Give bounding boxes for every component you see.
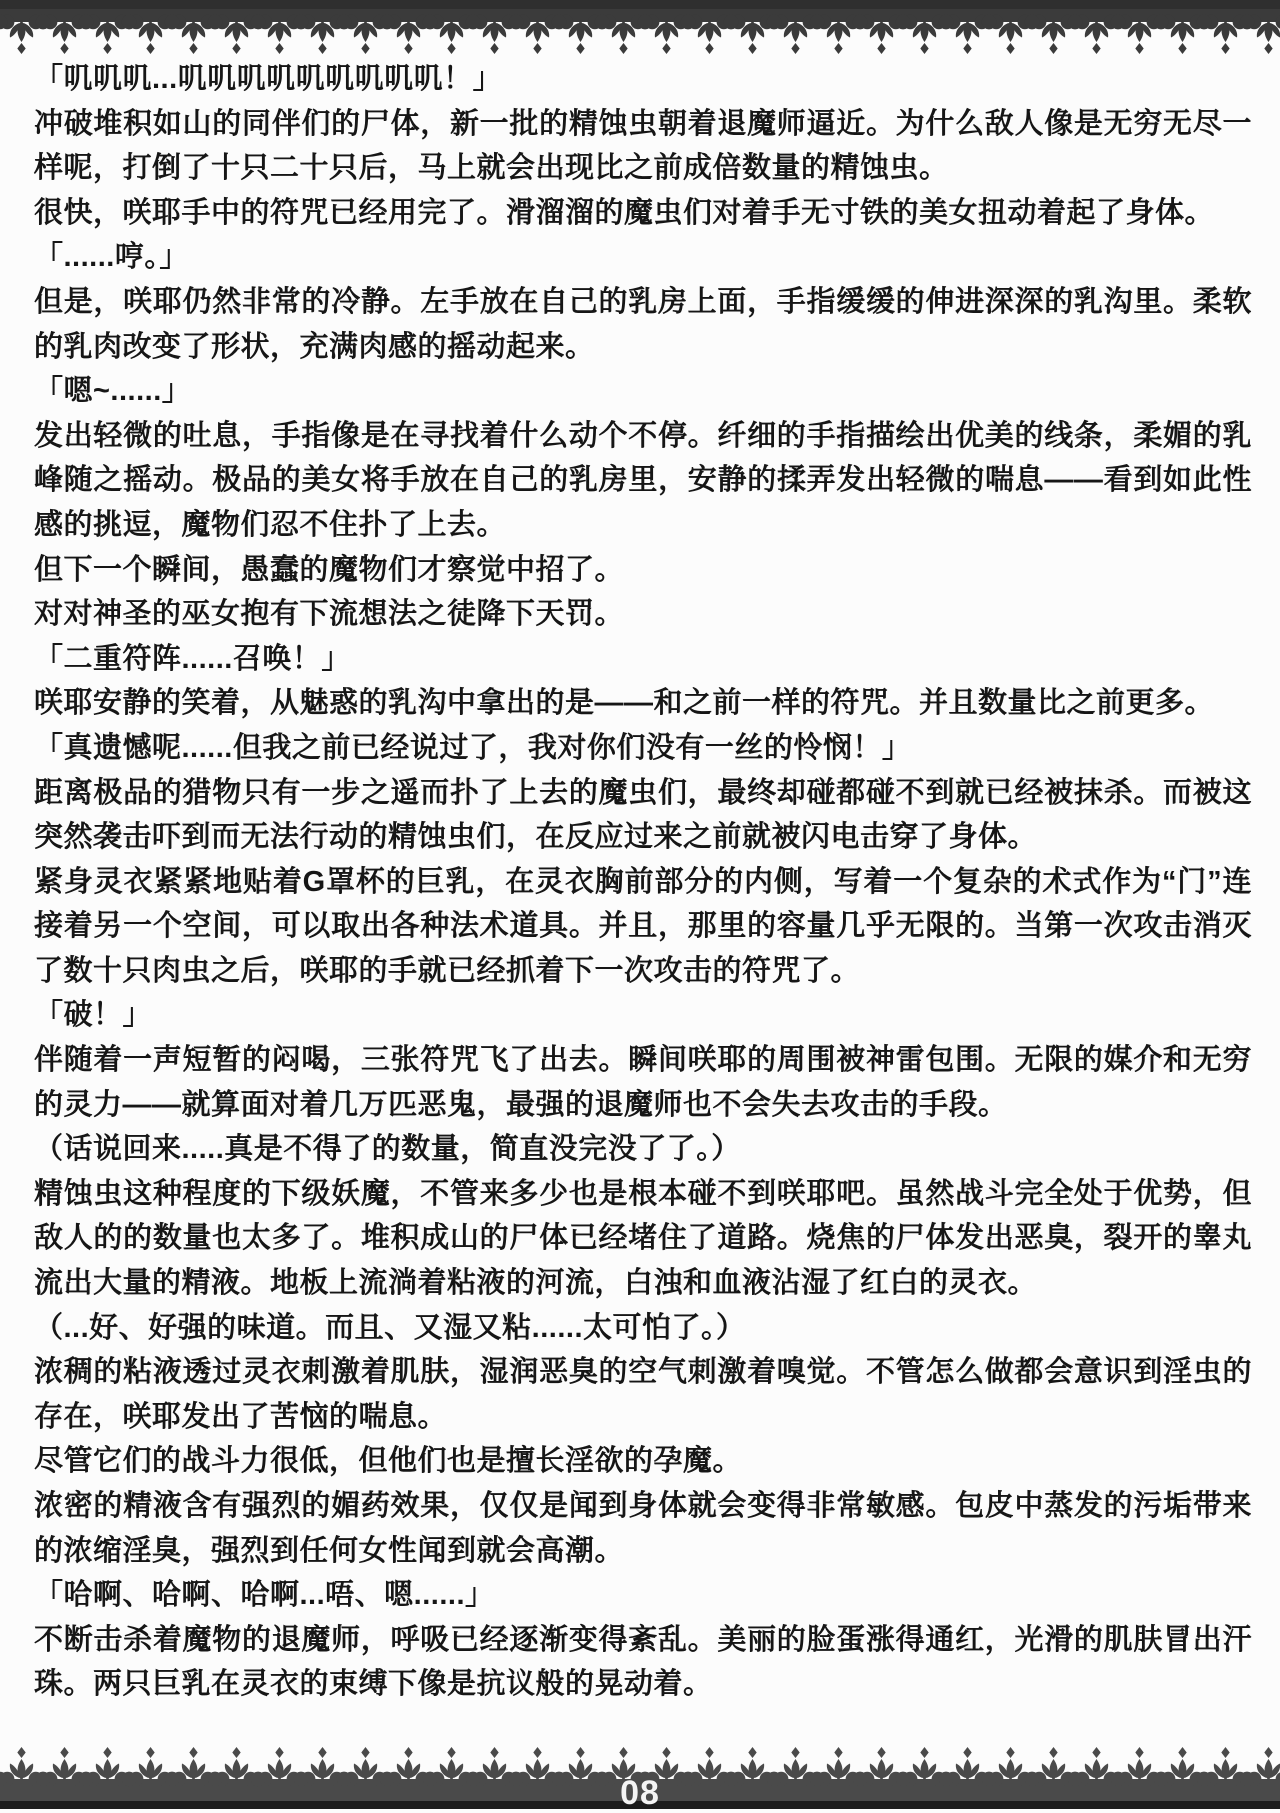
paragraph: 但下一个瞬间，愚蠢的魔物们才察觉中招了。: [34, 553, 625, 586]
paragraph: 咲耶安静的笑着，从魅惑的乳沟中拿出的是——和之前一样的符咒。并且数量比之前更多。: [34, 687, 1215, 720]
page-number: 08: [620, 1774, 660, 1812]
paragraph: 精蚀虫这种程度的下级妖魔，不管来多少也是根本碰不到咲耶吧。虽然战斗完全处于优势，但敌人的的数量也太多了。堆积成山的尸体已经堵住了道路。烧焦的尸体发出恶臭，裂开的睾丸流出大量的精液。地板上流淌着粘液的河流，白浊和血液沾湿了红白的灵衣。: [34, 1177, 1252, 1300]
page-body: [34, 57, 1252, 1707]
paragraph: 很快，咲耶手中的符咒已经用完了。滑溜溜的魔虫们对着手无寸铁的美女扭动着起了身体。: [34, 196, 1215, 229]
paragraph: 发出轻微的吐息，手指像是在寻找着什么动个不停。纤细的手指描绘出优美的线条，柔媚的乳峰随之摇动。极品的美女将手放在自己的乳房里，安静的揉弄发出轻微的喘息——看到如此性感的挑逗，魔物们忍不住扑了上去。: [34, 419, 1252, 541]
paragraph: 「叽叽叽...叽叽叽叽叽叽叽叽叽！」: [34, 63, 503, 95]
paragraph: 对对神圣的巫女抱有下流想法之徒降下天罚。: [34, 598, 625, 631]
paragraph: （话说回来.....真是不得了的数量，简直没完没了了。）: [34, 1133, 741, 1166]
paragraph: 伴随着一声短暂的闷喝，三张符咒飞了出去。瞬间咲耶的周围被神雷包围。无限的媒介和无穷的灵力——就算面对着几万匹恶鬼，最强的退魔师也不会失去攻击的手段。: [34, 1044, 1252, 1121]
paragraph: 距离极品的猎物只有一步之遥而扑了上去的魔虫们，最终却碰都碰不到就已经被抹杀。而被这突然袭击吓到而无法行动的精蚀虫们，在反应过来之前就被闪电击穿了身体。: [34, 776, 1252, 854]
paragraph: 「嗯~......」: [34, 375, 192, 408]
paragraph: 「二重符阵......召唤！」: [34, 642, 351, 675]
paragraph: 冲破堆积如山的同伴们的尸体，新一批的精蚀虫朝着退魔师逼近。为什么敌人像是无穷无尽一样呢，打倒了十只二十只后，马上就会出现比之前成倍数量的精蚀虫。: [34, 107, 1252, 185]
paragraph: 紧身灵衣紧紧地贴着G罩杯的巨乳，在灵衣胸前部分的内侧，写着一个复杂的术式作为“门”连接着另一个空间，可以取出各种法术道具。并且，那里的容量几乎无限的。当第一次攻击消灭了数十只肉虫之后，咲耶的手就已经抓着下一次攻击的符咒了。: [34, 865, 1252, 987]
paragraph: 「......哼。」: [34, 241, 189, 274]
top-ornament-border: [0, 0, 1280, 54]
paragraph: 不断击杀着魔物的退魔师，呼吸已经逐渐变得紊乱。美丽的脸蛋涨得通红，光滑的肌肤冒出汗珠。两只巨乳在灵衣的束缚下像是抗议般的晃动着。: [34, 1623, 1252, 1701]
paragraph: 浓密的精液含有强烈的媚药效果，仅仅是闻到身体就会变得非常敏感。包皮中蒸发的污垢带来的浓缩淫臭，强烈到任何女性闻到就会高潮。: [34, 1490, 1252, 1567]
paragraph: 尽管它们的战斗力很低，但他们也是擅长淫欲的孕魔。: [34, 1445, 743, 1478]
paragraph: 但是，咲耶仍然非常的冷静。左手放在自己的乳房上面，手指缓缓的伸进深深的乳沟里。柔软的乳肉改变了形状，充满肉感的摇动起来。: [34, 285, 1252, 363]
paragraph: （...好、好强的味道。而且、又湿又粘......太可怕了。）: [34, 1311, 746, 1344]
paragraph: 浓稠的粘液透过灵衣刺激着肌肤，湿润恶臭的空气刺激着嗅觉。不管怎么做都会意识到淫虫的存在，咲耶发出了苦恼的喘息。: [34, 1356, 1252, 1433]
paragraph: 「哈啊、哈啊、哈啊...唔、嗯......」: [34, 1579, 495, 1612]
paragraph: 「真遗憾呢......但我之前已经说过了，我对你们没有一丝的怜悯！」: [34, 731, 912, 764]
paragraph: 「破！」: [34, 999, 153, 1032]
